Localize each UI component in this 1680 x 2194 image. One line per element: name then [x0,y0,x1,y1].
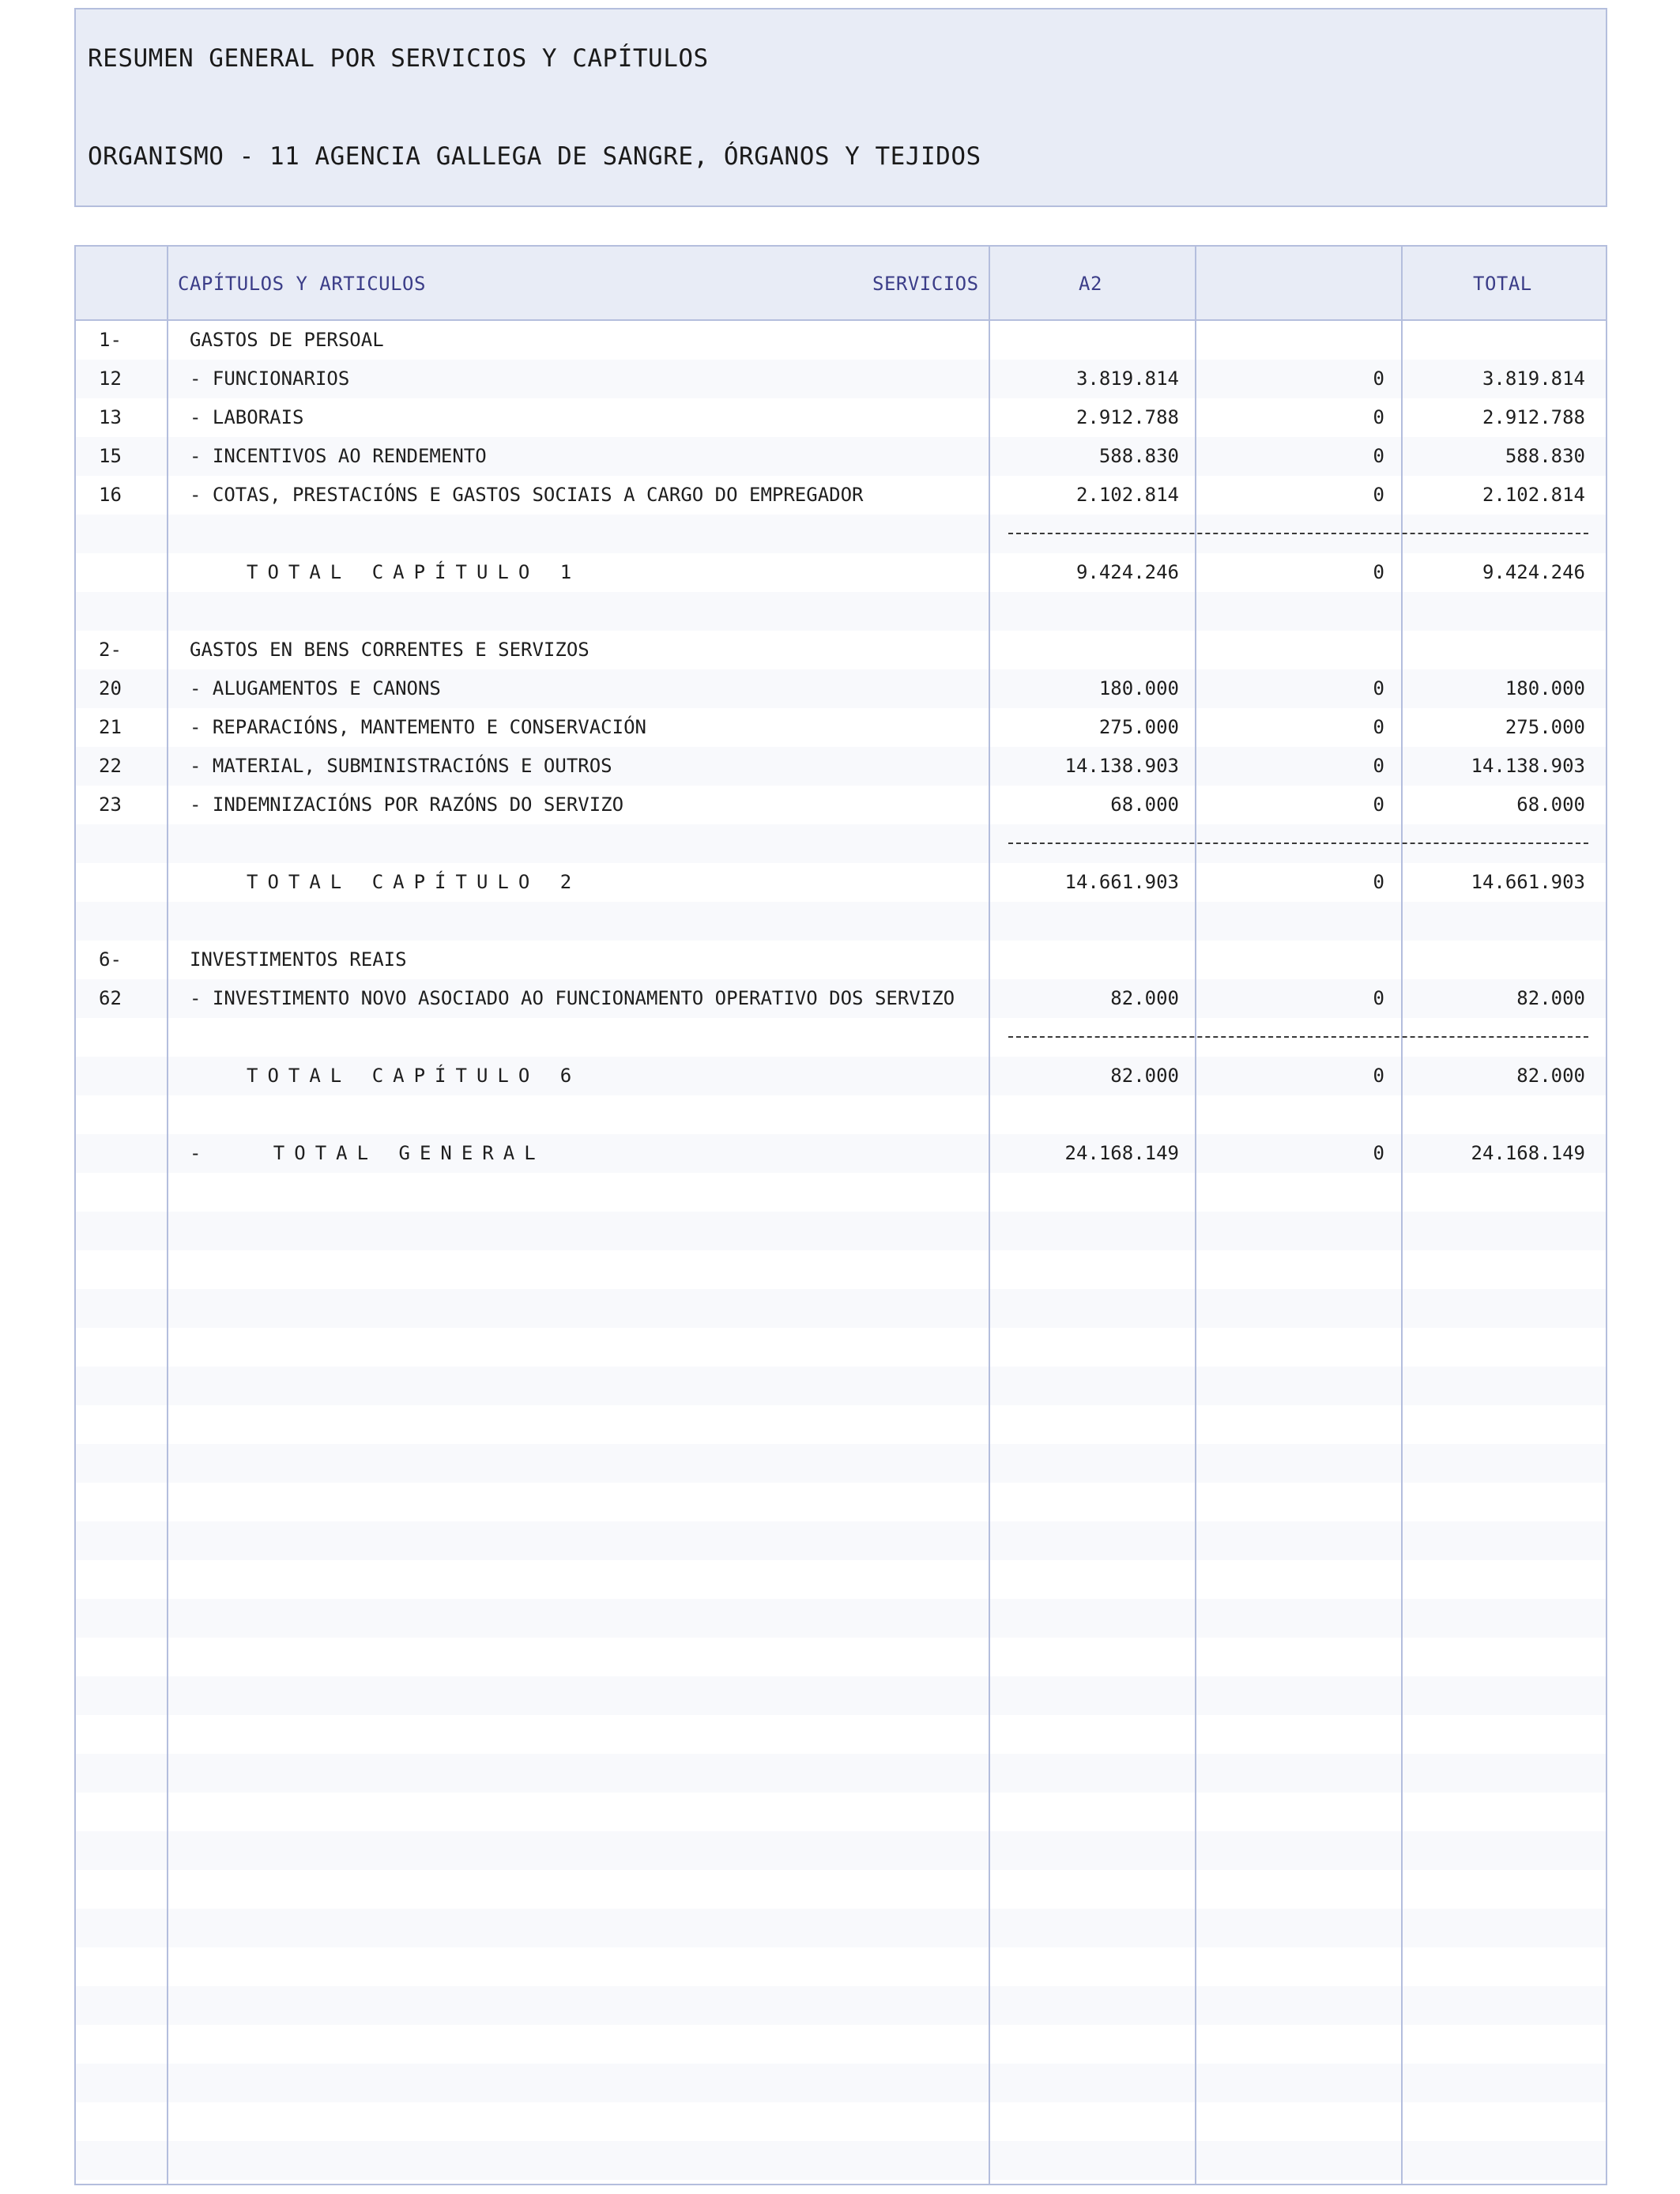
row-blank-column-value: 0 [1373,794,1384,816]
row-description: INVESTIMENTOS REAIS [190,948,407,971]
row-a2-value: 588.830 [1098,445,1179,467]
row-total-value: 588.830 [1505,445,1585,467]
row-blank-column-value: 0 [1373,677,1384,699]
row-a2-value: 68.000 [1110,794,1179,816]
row-total-value: 2.102.814 [1482,484,1585,506]
summary-table [74,245,1607,2185]
table-row [76,979,1606,1018]
organism-title: ORGANISMO - 11 AGENCIA GALLEGA DE SANGRE, ÓRGANOS Y TEJIDOS [88,142,981,171]
column-header-services: SERVICIOS [872,273,979,295]
row-description: - FUNCIONARIOS [190,368,350,390]
row-blank-column-value: 0 [1373,406,1384,428]
column-header-chapters: CAPÍTULOS Y ARTICULOS [178,273,426,295]
dashed-separator [1008,533,1588,534]
row-blank-column-value: 0 [1373,871,1384,893]
table-header [76,247,1606,321]
table-body [76,321,1606,1173]
row-a2-value: 3.819.814 [1075,368,1179,390]
row-code: 13 [99,406,122,428]
separator-row [76,824,1606,863]
row-total-value: 14.138.903 [1471,755,1585,777]
row-description: TOTAL CAPÍTULO 1 [247,561,582,583]
row-a2-value: 9.424.246 [1075,561,1179,583]
row-total-value: 2.912.788 [1482,406,1585,428]
row-code: 2- [99,639,122,661]
separator-row [76,515,1606,553]
row-description: - LABORAIS [190,406,304,428]
table-row [76,669,1606,708]
report-header [74,8,1607,207]
row-description: TOTAL CAPÍTULO 2 [247,871,582,893]
row-description: GASTOS EN BENS CORRENTES E SERVIZOS [190,639,590,661]
row-blank-column-value: 0 [1373,484,1384,506]
row-a2-value: 180.000 [1098,677,1179,699]
table-row [76,437,1606,476]
row-a2-value: 14.661.903 [1064,871,1179,893]
row-total-value: 82.000 [1516,987,1585,1009]
row-description: TOTAL CAPÍTULO 6 [247,1065,582,1087]
row-description: - COTAS, PRESTACIÓNS E GASTOS SOCIAIS A CARGO DO EMPREGADOR [190,484,864,506]
row-code: 1- [99,329,122,351]
row-description: - INVESTIMENTO NOVO ASOCIADO AO FUNCIONAMENTO OPERATIVO DOS SERVIZO [190,987,955,1009]
chapter-row [76,321,1606,360]
dashed-separator [1008,843,1588,844]
row-code: 6- [99,948,122,971]
row-a2-value: 275.000 [1098,716,1179,738]
row-code: 22 [99,755,122,777]
row-blank-column-value: 0 [1373,987,1384,1009]
table-row [76,786,1606,824]
blank-row [76,1095,1606,1134]
row-a2-value: 14.138.903 [1064,755,1179,777]
table-row [76,708,1606,747]
row-blank-column-value: 0 [1373,1142,1384,1164]
row-code: 21 [99,716,122,738]
row-description: - INCENTIVOS AO RENDEMENTO [190,445,487,467]
report-title: RESUMEN GENERAL POR SERVICIOS Y CAPÍTULOS [88,44,709,73]
row-total-value: 24.168.149 [1471,1142,1585,1164]
row-total-value: 68.000 [1516,794,1585,816]
chapter-row [76,631,1606,669]
row-blank-column-value: 0 [1373,561,1384,583]
row-blank-column-value: 0 [1373,368,1384,390]
row-total-value: 3.819.814 [1482,368,1585,390]
table-row [76,360,1606,398]
chapter-total-row [76,553,1606,592]
row-a2-value: 2.102.814 [1075,484,1179,506]
row-a2-value: 2.912.788 [1075,406,1179,428]
column-header-total: TOTAL [1473,273,1532,295]
row-code: 12 [99,368,122,390]
row-total-value: 9.424.246 [1482,561,1585,583]
row-description: - ALUGAMENTOS E CANONS [190,677,441,699]
chapter-total-row [76,1057,1606,1095]
row-code: 23 [99,794,122,816]
blank-row [76,592,1606,631]
row-code: 62 [99,987,122,1009]
row-blank-column-value: 0 [1373,445,1384,467]
row-description: - TOTAL GENERAL [190,1142,545,1164]
table-row [76,476,1606,515]
chapter-row [76,941,1606,979]
row-a2-value: 24.168.149 [1064,1142,1179,1164]
table-row [76,747,1606,786]
row-description: - MATERIAL, SUBMINISTRACIÓNS E OUTROS [190,755,612,777]
column-header-a2: A2 [1079,273,1102,295]
row-total-value: 180.000 [1505,677,1585,699]
separator-row [76,1018,1606,1057]
row-blank-column-value: 0 [1373,755,1384,777]
row-blank-column-value: 0 [1373,1065,1384,1087]
row-total-value: 14.661.903 [1471,871,1585,893]
row-code: 16 [99,484,122,506]
row-description: - INDEMNIZACIÓNS POR RAZÓNS DO SERVIZO [190,794,624,816]
row-a2-value: 82.000 [1110,1065,1179,1087]
row-description: GASTOS DE PERSOAL [190,329,384,351]
row-description: - REPARACIÓNS, MANTEMENTO E CONSERVACIÓN [190,716,646,738]
chapter-total-row [76,863,1606,902]
general-total-row [76,1134,1606,1173]
row-code: 20 [99,677,122,699]
row-total-value: 275.000 [1505,716,1585,738]
dashed-separator [1008,1036,1588,1038]
table-row [76,398,1606,437]
row-blank-column-value: 0 [1373,716,1384,738]
row-a2-value: 82.000 [1110,987,1179,1009]
row-code: 15 [99,445,122,467]
row-total-value: 82.000 [1516,1065,1585,1087]
blank-row [76,902,1606,941]
